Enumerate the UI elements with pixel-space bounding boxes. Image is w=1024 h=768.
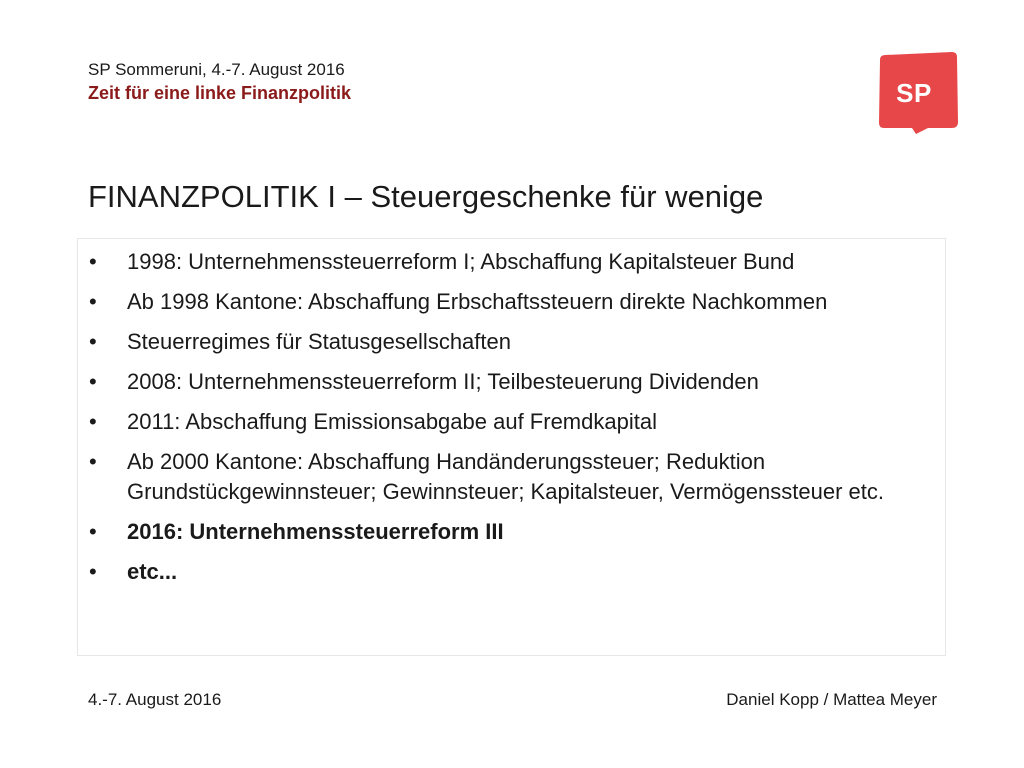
bullet-dot-icon: •	[89, 559, 97, 584]
bullet-item	[78, 367, 945, 397]
footer-date: 4.-7. August 2016	[88, 690, 222, 709]
bullet-item	[78, 407, 945, 437]
bullet-dot-icon: •	[89, 289, 97, 314]
content-box	[77, 238, 946, 656]
bullet-dot-icon: •	[89, 249, 97, 274]
bullet-text: Steuerregimes für Statusgesellschaften	[127, 329, 511, 354]
bullet-text: 2016: Unternehmenssteuerreform III	[127, 519, 504, 544]
bullet-dot-icon: •	[89, 449, 97, 474]
header-subtitle: Zeit für eine linke Finanzpolitik	[88, 83, 352, 103]
bullet-text: 2008: Unternehmenssteuerreform II; Teilbesteuerung Dividenden	[127, 369, 759, 394]
slide-title: FINANZPOLITIK I – Steuergeschenke für wenige	[88, 179, 764, 214]
bullet-dot-icon: •	[89, 369, 97, 394]
header-event-line: SP Sommeruni, 4.-7. August 2016	[88, 60, 345, 79]
bullet-dot-icon: •	[89, 519, 97, 544]
sp-logo	[876, 52, 958, 134]
bullet-item	[78, 247, 945, 277]
bullet-item	[78, 447, 945, 507]
bullet-text: Ab 1998 Kantone: Abschaffung Erbschaftssteuern direkte Nachkommen	[127, 289, 828, 314]
bullet-item	[78, 557, 945, 587]
bullet-item	[78, 287, 945, 317]
bullet-text: Ab 2000 Kantone: Abschaffung Handänderungssteuer; Reduktion Grundstückgewinnsteuer; Gewinnsteuer; Kapitalsteuer, Vermögenssteuer etc.	[127, 449, 884, 504]
bullet-list	[78, 247, 945, 597]
bullet-item	[78, 327, 945, 357]
bullet-text: 1998: Unternehmenssteuerreform I; Abschaffung Kapitalsteuer Bund	[127, 249, 795, 274]
bullet-item	[78, 517, 945, 547]
bullet-dot-icon: •	[89, 409, 97, 434]
sp-logo-text: SP	[896, 77, 932, 108]
bullet-text: 2011: Abschaffung Emissionsabgabe auf Fremdkapital	[127, 409, 657, 434]
bullet-dot-icon: •	[89, 329, 97, 354]
bullet-text: etc...	[127, 559, 178, 584]
footer-authors: Daniel Kopp / Mattea Meyer	[726, 690, 937, 709]
